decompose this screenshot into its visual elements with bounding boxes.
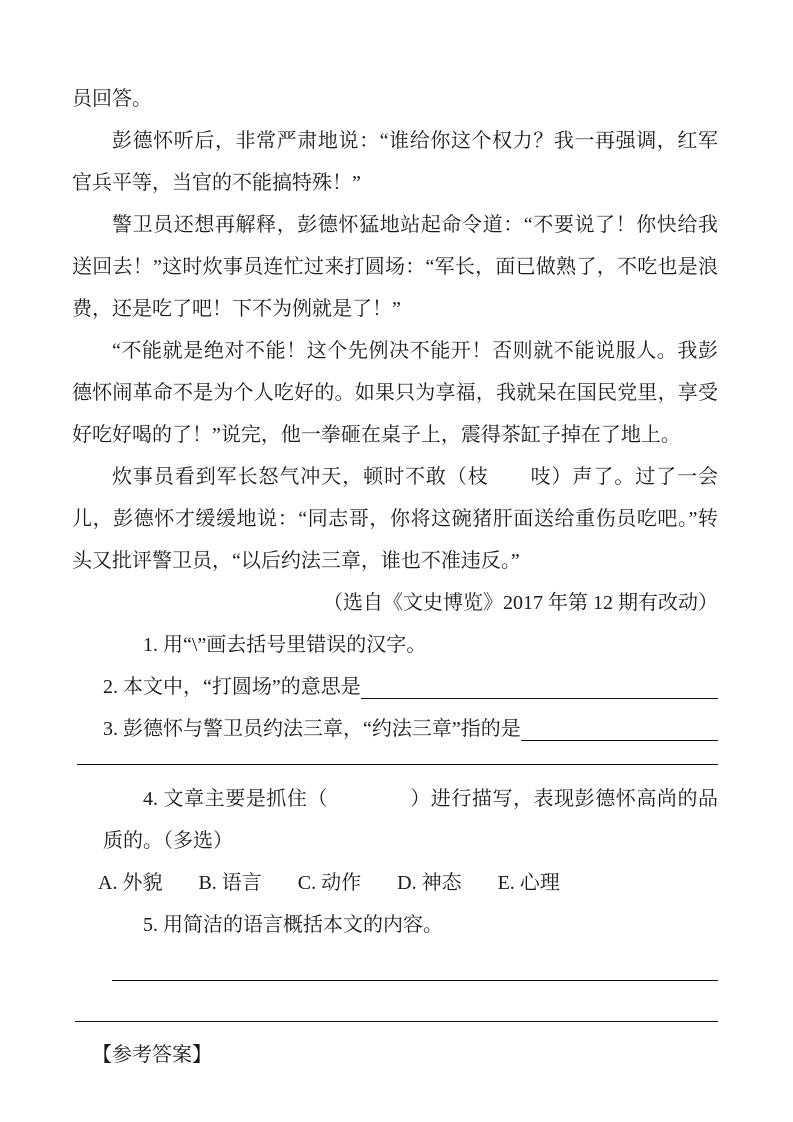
passage-paragraph-1: 彭德怀听后，非常严肃地说：“谁给你这个权力？我一再强调，红军官兵平等，当官的不能搞特殊！” (72, 130, 718, 194)
question-4-options (72, 862, 718, 904)
option-c: C. 动作 (297, 872, 362, 894)
option-d: D. 神态 (397, 872, 462, 894)
source-attribution: （选自《文史博览》2017 年第 12 期有改动） (323, 592, 718, 614)
question-2 (72, 666, 718, 708)
question-3 (72, 708, 718, 750)
option-b: B. 语言 (198, 872, 262, 894)
passage-paragraph-3: “不能就是绝对不能！这个先例决不能开！否则就不能说服人。我彭德怀闹革命不是为个人吃好的。如果只为享福，我就呆在国民党里，享受好吃好喝的了！”说完，他一拳砸在桌子上，震得茶缸子掉在了地上。 (72, 340, 718, 446)
questions-section (72, 624, 718, 1022)
question-2-answer-blank (361, 666, 718, 699)
question-1: 1. 用“\”画去括号里错误的汉字。 (143, 634, 427, 656)
passage-paragraph-4: 炊事员看到军长怒气冲天，顿时不敢（枝 吱）声了。过了一会儿，彭德怀才缓缓地说：“同志哥，你将这碗猪肝面送给重伤员吃吧。”转头又批评警卫员，“以后约法三章，谁也不准违反。” (72, 466, 718, 572)
reference-answers-header: 【参考答案】 (92, 1044, 212, 1066)
question-3-answer-blank (521, 708, 718, 741)
option-e: E. 心理 (497, 872, 560, 894)
option-a: A. 外貌 (98, 872, 163, 894)
question-2-label: 2. 本文中，“打圆场”的意思是 (103, 676, 361, 698)
question-3-label: 3. 彭德怀与警卫员约法三章，“约法三章”指的是 (103, 718, 521, 740)
question-4: 4. 文章主要是抓住（ ）进行描写，表现彭德怀高尚的品质的。（多选） (103, 788, 718, 852)
question-3-answer-blank-line-2 (77, 764, 718, 765)
passage-continuation-line: 员回答。 (72, 88, 152, 110)
question-5-answer-line-2 (75, 1021, 718, 1022)
question-5-answer-line-1 (112, 980, 718, 981)
question-5: 5. 用简洁的语言概括本文的内容。 (143, 914, 443, 936)
reading-passage (72, 78, 718, 624)
passage-paragraph-2: 警卫员还想再解释，彭德怀猛地站起命令道：“不要说了！你快给我送回去！”这时炊事员连忙过来打圆场：“军长，面已做熟了，不吃也是浪费，还是吃了吧！下不为例就是了！” (72, 214, 718, 320)
